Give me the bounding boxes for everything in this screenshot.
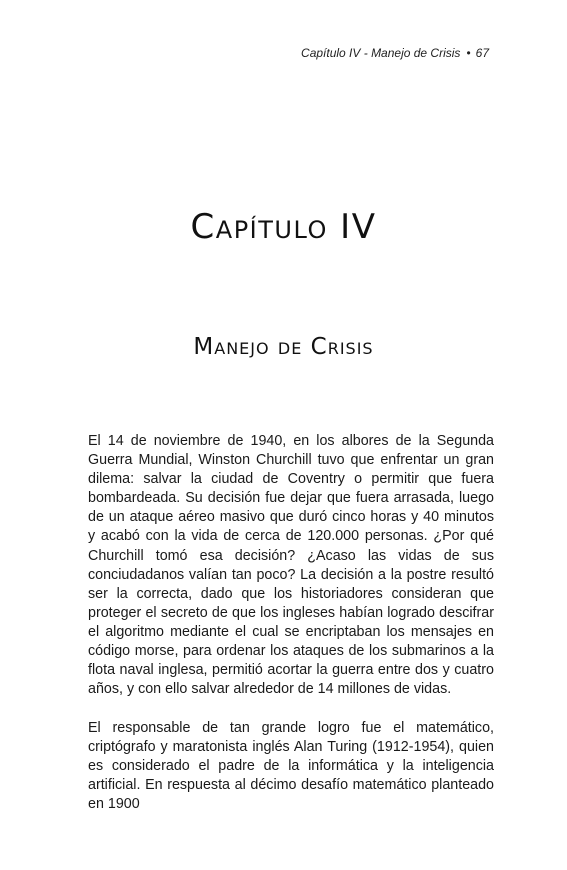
body-paragraph-2: El responsable de tan grande logro fue el matemático, criptógrafo y maratonista inglés Alan Turing (1912-1954), quien es considerado el padre de la informática y la inteligencia artificial. En respuesta al décimo desafío matemático planteado en 1900: [88, 720, 494, 813]
body-paragraph-1: El 14 de noviembre de 1940, en los albores de la Segunda Guerra Mundial, Winston Churchill tuvo que enfrentar un gran dilema: salvar la ciudad de Coventry o permitir que fuera bombardeada. Su decisión fue dejar que fuera arrasada, luego de un ataque aéreo masivo que duró cinco horas y 40 minutos y acabó con la vida de cerca de 120.000 personas. ¿Por qué Churchill tomó esa decisión? ¿Acaso las vidas de sus conciudadanos valían tan poco? La decisión a la postre resultó ser la correcta, dado que los historiadores consideran que proteger el secreto de que los ingleses habían logrado descifrar el algoritmo mediante el cual se encriptaban los mensajes en código morse, para ordenar los ataques de los submarinos a la flota naval inglesa, permitió acortar la guerra entre dos y cuatro años, y con ello salvar alrededor de 14 millones de vidas.: [88, 433, 494, 698]
chapter-title: Capítulo IV: [190, 207, 377, 247]
running-header-title: Capítulo IV - Manejo de Crisis: [301, 46, 461, 60]
bullet-separator: •: [466, 46, 471, 60]
page-number: 67: [475, 46, 489, 60]
chapter-subtitle: Manejo de Crisis: [193, 334, 374, 360]
running-header: [301, 46, 489, 60]
